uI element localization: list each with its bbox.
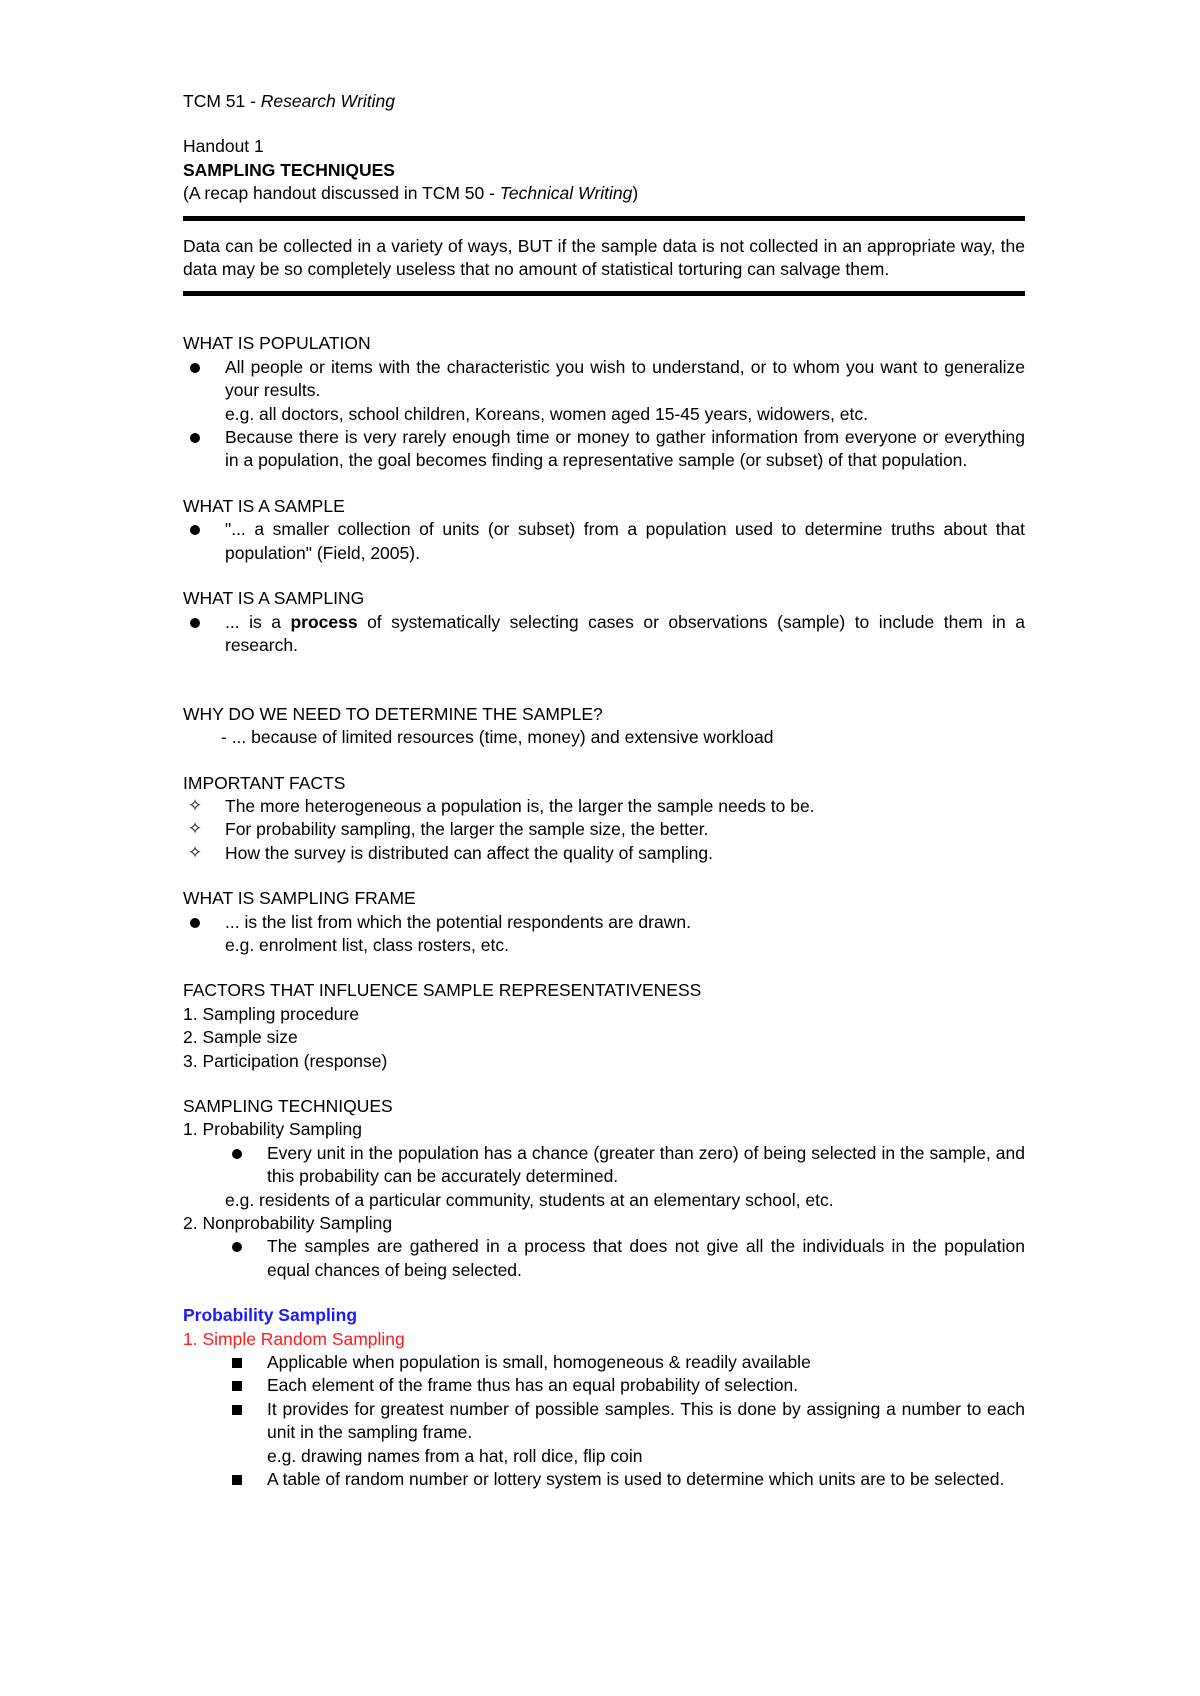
bullet-square-icon	[227, 1351, 247, 1374]
frame-example: e.g. enrolment list, class rosters, etc.	[225, 934, 509, 955]
bullet-square-icon	[227, 1398, 247, 1421]
document-title: SAMPLING TECHNIQUES	[183, 159, 395, 180]
probability-sampling-heading: Probability Sampling	[183, 1305, 358, 1326]
bullet-dot-icon	[185, 911, 205, 934]
document-subtitle: (A recap handout discussed in TCM 50 - Technical Writing)	[183, 183, 639, 204]
star-outline-icon: ✧	[187, 795, 203, 816]
factor-item: 2. Sample size	[183, 1027, 298, 1048]
fact-item: ✧ The more heterogeneous a population is, the larger the sample needs to be.	[183, 795, 1025, 818]
frame-heading: WHAT IS SAMPLING FRAME	[183, 888, 416, 909]
course-title: TCM 51 - Research Writing	[183, 91, 396, 111]
bullet-dot-icon	[185, 518, 205, 541]
fact-item: ✧ How the survey is distributed can affect the quality of sampling.	[183, 842, 1025, 865]
srs-item: A table of random number or lottery system is used to determine which units are to be selected.	[225, 1468, 1025, 1491]
why-line: - ... because of limited resources (time, money) and extensive workload	[221, 727, 774, 748]
sample-heading: WHAT IS A SAMPLE	[183, 495, 345, 516]
sample-bullet-1: "... a smaller collection of units (or subset) from a population used to determine truths about that population" (Field, 2005).	[183, 518, 1025, 565]
bullet-dot-icon	[185, 611, 205, 634]
bullet-square-icon	[227, 1374, 247, 1397]
document-page	[183, 90, 1025, 1491]
fact-item: ✧ For probability sampling, the larger the sample size, the better.	[183, 818, 1025, 841]
star-outline-icon: ✧	[187, 819, 203, 840]
techniques-heading: SAMPLING TECHNIQUES	[183, 1095, 393, 1116]
facts-heading: IMPORTANT FACTS	[183, 772, 346, 793]
bullet-square-icon	[227, 1468, 247, 1491]
population-heading: WHAT IS POPULATION	[183, 333, 371, 354]
technique-probability-example: e.g. residents of a particular community, students at an elementary school, etc.	[225, 1189, 834, 1210]
sampling-bullet-1: ... is a process of systematically selecting cases or observations (sample) to include them in a research.	[183, 611, 1025, 658]
sampling-heading: WHAT IS A SAMPLING	[183, 588, 365, 609]
technique-probability-bullet: Every unit in the population has a chance (greater than zero) of being selected in the sample, and this probability can be accurately determined.	[225, 1142, 1025, 1189]
factor-item: 1. Sampling procedure	[183, 1003, 360, 1024]
population-bullet-2: Because there is very rarely enough time or money to gather information from everyone or everything in a population, the goal becomes finding a representative sample (or subset) of that population.	[183, 426, 1025, 473]
bullet-dot-icon	[227, 1235, 247, 1258]
technique-probability: 1. Probability Sampling	[183, 1119, 362, 1140]
divider-top	[183, 216, 1025, 221]
bullet-dot-icon	[227, 1142, 247, 1165]
factor-item: 3. Participation (response)	[183, 1050, 388, 1071]
srs-item: Applicable when population is small, homogeneous & readily available	[225, 1351, 1025, 1374]
technique-nonprobability-bullet: The samples are gathered in a process that does not give all the individuals in the population equal chances of being selected.	[225, 1235, 1025, 1282]
factors-heading: FACTORS THAT INFLUENCE SAMPLE REPRESENTATIVENESS	[183, 980, 702, 1001]
simple-random-sampling-heading: 1. Simple Random Sampling	[183, 1328, 405, 1349]
population-bullet-1: All people or items with the characteristic you wish to understand, or to whom you want to generalize your results. e.g. all doctors, school children, Koreans, women aged 15-45 years, widowers, etc.	[183, 356, 1025, 426]
divider-bottom	[183, 291, 1025, 296]
handout-label: Handout 1	[183, 136, 264, 157]
intro-paragraph: Data can be collected in a variety of ways, BUT if the sample data is not collected in an appropriate way, the data may be so completely useless that no amount of statistical torturing can salvage them.	[183, 235, 1025, 280]
population-example: e.g. all doctors, school children, Koreans, women aged 15-45 years, widowers, etc.	[225, 403, 868, 424]
why-heading: WHY DO WE NEED TO DETERMINE THE SAMPLE?	[183, 703, 603, 724]
technique-nonprobability: 2. Nonprobability Sampling	[183, 1213, 393, 1234]
srs-item: Each element of the frame thus has an equal probability of selection.	[225, 1374, 1025, 1397]
frame-bullet-1: ... is the list from which the potential respondents are drawn. e.g. enrolment list, class rosters, etc.	[183, 911, 1025, 958]
srs-item: It provides for greatest number of possible samples. This is done by assigning a number to each unit in the sampling frame. e.g. drawing names from a hat, roll dice, flip coin	[225, 1398, 1025, 1468]
star-outline-icon: ✧	[187, 842, 203, 863]
srs-example: e.g. drawing names from a hat, roll dice, flip coin	[267, 1445, 643, 1466]
bullet-dot-icon	[185, 356, 205, 379]
bullet-dot-icon	[185, 426, 205, 449]
